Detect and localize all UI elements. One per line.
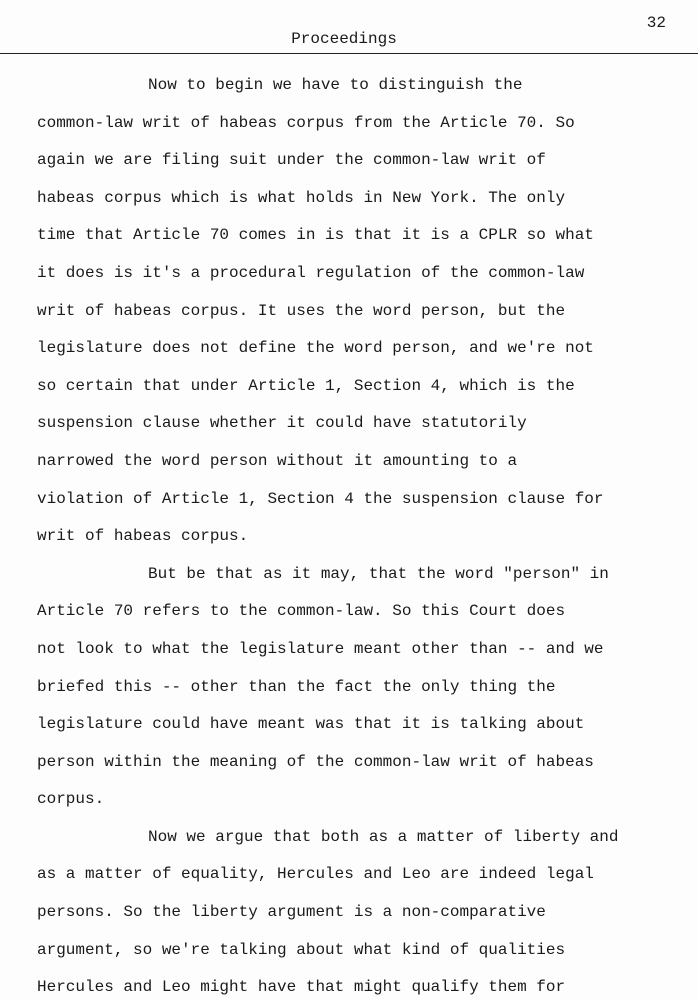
transcript-line: argument, so we're talking about what kind of qualities <box>37 940 566 959</box>
transcript-line: person within the meaning of the common-law writ of habeas <box>37 752 594 771</box>
transcript-line: as a matter of equality, Hercules and Leo are indeed legal <box>37 865 594 884</box>
transcript-line: time that Article 70 comes in is that it is a CPLR so what <box>37 226 594 245</box>
transcript-line: writ of habeas corpus. <box>37 527 249 546</box>
page-header-title: Proceedings <box>291 30 397 48</box>
transcript-line: persons. So the liberty argument is a non-comparative <box>37 903 546 922</box>
transcript-line: narrowed the word person without it amounting to a <box>37 451 518 470</box>
transcript-line: habeas corpus which is what holds in New York. The only <box>37 188 566 207</box>
transcript-body <box>37 67 692 1007</box>
transcript-line: Article 70 refers to the common-law. So this Court does <box>37 602 566 621</box>
transcript-line: Hercules and Leo might have that might qualify them for <box>37 978 566 997</box>
transcript-line: briefed this -- other than the fact the only thing the <box>37 677 556 696</box>
transcript-line: legislature could have meant was that it is talking about <box>37 715 585 734</box>
transcript-line: not look to what the legislature meant other than -- and we <box>37 639 604 658</box>
transcript-line: legislature does not define the word person, and we're not <box>37 339 594 358</box>
transcript-line: again we are filing suit under the common-law writ of <box>37 151 546 170</box>
transcript-line: Now to begin we have to distinguish the <box>148 76 523 94</box>
transcript-line: common-law writ of habeas corpus from the Article 70. So <box>37 113 575 132</box>
transcript-line: violation of Article 1, Section 4 the suspension clause for <box>37 489 604 508</box>
transcript-line: Now we argue that both as a matter of liberty and <box>148 827 619 846</box>
page-number: 32 <box>646 14 666 32</box>
transcript-line: it does is it's a procedural regulation of the common-law <box>37 263 585 282</box>
header-divider <box>0 53 698 54</box>
transcript-line: so certain that under Article 1, Section 4, which is the <box>37 376 575 395</box>
transcript-line: But be that as it may, that the word "person" in <box>148 564 609 583</box>
transcript-line: corpus. <box>37 790 105 809</box>
transcript-line: writ of habeas corpus. It uses the word person, but the <box>37 301 566 320</box>
transcript-line: suspension clause whether it could have statutorily <box>37 414 527 433</box>
